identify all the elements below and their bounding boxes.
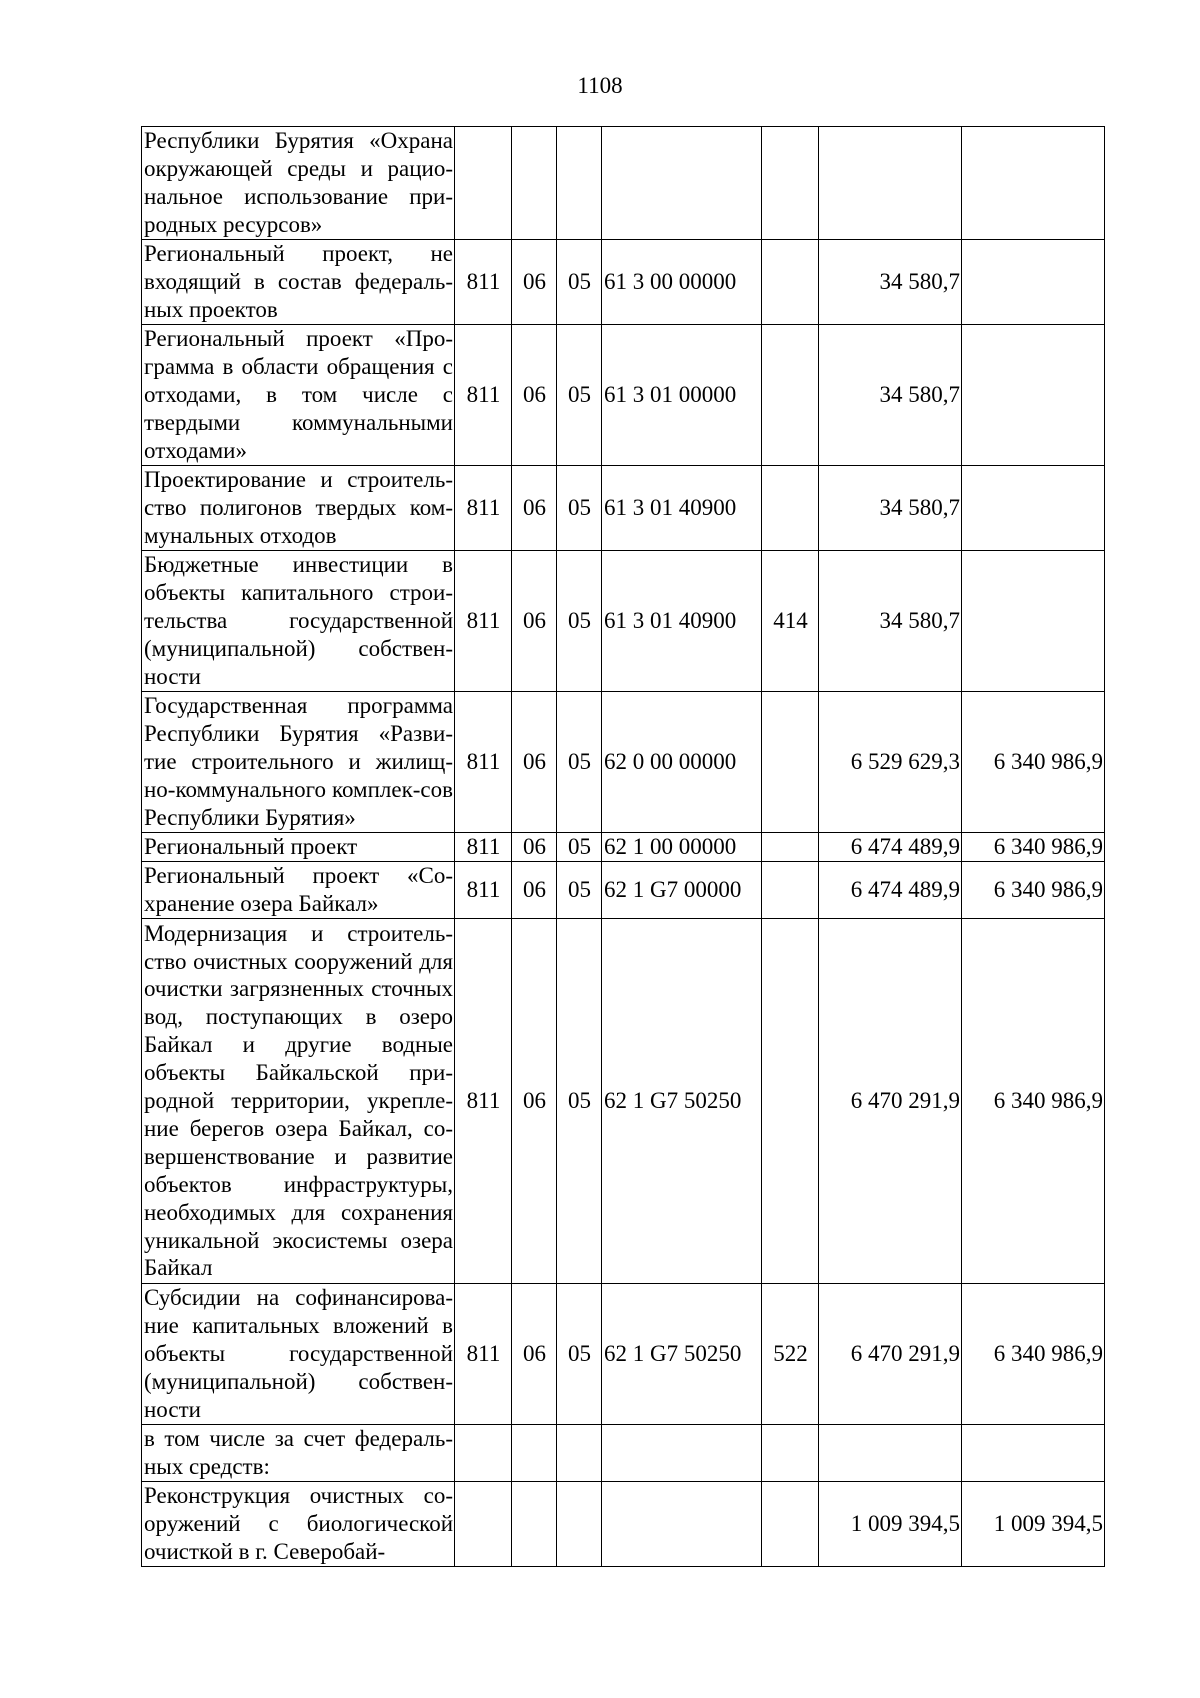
target-article-cell: 61 3 01 00000 [602, 325, 762, 466]
target-article-cell: 62 1 G7 50250 [602, 919, 762, 1284]
grbs-cell: 811 [455, 919, 512, 1284]
section-cell [512, 127, 557, 240]
table-row [142, 127, 1105, 240]
row-description: Модернизация и строитель-ство очистных сооружений для очистки загрязненных сточных вод, поступающих в озеро Байкал и другие водные объекты Байкальской при-родной территории, укрепле-ние берегов озера Байкал, со-вершенствование и развитие объектов инфраструктуры, необходимых для сохранения уникальной экосистемы озера Байкал [142, 919, 455, 1284]
grbs-cell: 811 [455, 325, 512, 466]
row-description: Региональный проект, не входящий в состав федераль-ных проектов [142, 240, 455, 325]
amount-year-2-cell: 6 340 986,9 [962, 919, 1105, 1284]
amount-year-1-cell: 34 580,7 [819, 551, 962, 692]
section-cell: 06 [512, 240, 557, 325]
page-number: 1108 [577, 73, 623, 98]
row-description: Региональный проект «Про-грамма в области обращения с отходами, в том числе с твердыми коммунальными отходами» [142, 325, 455, 466]
subsection-cell: 05 [557, 325, 602, 466]
table-row [142, 862, 1105, 919]
amount-year-2-cell: 6 340 986,9 [962, 692, 1105, 833]
expense-type-cell: 414 [762, 551, 819, 692]
amount-year-2-cell [962, 466, 1105, 551]
amount-year-1-cell: 34 580,7 [819, 240, 962, 325]
subsection-cell: 05 [557, 692, 602, 833]
section-cell: 06 [512, 1284, 557, 1425]
row-description: Региональный проект «Со-хранение озера Байкал» [142, 862, 455, 919]
target-article-cell: 61 3 00 00000 [602, 240, 762, 325]
amount-year-2-cell [962, 127, 1105, 240]
section-cell [512, 1482, 557, 1567]
row-description: в том числе за счет федераль-ных средств: [142, 1425, 455, 1482]
subsection-cell: 05 [557, 240, 602, 325]
subsection-cell: 05 [557, 919, 602, 1284]
amount-year-2-cell: 1 009 394,5 [962, 1482, 1105, 1567]
subsection-cell: 05 [557, 466, 602, 551]
row-description: Республики Бурятия «Охрана окружающей среды и рацио-нальное использование при-родных ресурсов» [142, 127, 455, 240]
grbs-cell: 811 [455, 833, 512, 862]
target-article-cell: 62 1 G7 00000 [602, 862, 762, 919]
subsection-cell [557, 1482, 602, 1567]
row-description: Государственная программа Республики Бурятия «Разви-тие строительного и жилищ-но-коммунального комплек-сов Республики Бурятия» [142, 692, 455, 833]
amount-year-2-cell [962, 325, 1105, 466]
expense-type-cell [762, 466, 819, 551]
grbs-cell [455, 127, 512, 240]
expense-type-cell [762, 240, 819, 325]
grbs-cell: 811 [455, 862, 512, 919]
amount-year-2-cell [962, 240, 1105, 325]
amount-year-2-cell: 6 340 986,9 [962, 833, 1105, 862]
target-article-cell [602, 1482, 762, 1567]
section-cell: 06 [512, 833, 557, 862]
subsection-cell: 05 [557, 862, 602, 919]
grbs-cell: 811 [455, 551, 512, 692]
expense-type-cell [762, 1425, 819, 1482]
amount-year-2-cell [962, 1425, 1105, 1482]
section-cell: 06 [512, 862, 557, 919]
target-article-cell: 62 0 00 00000 [602, 692, 762, 833]
grbs-cell [455, 1482, 512, 1567]
subsection-cell [557, 127, 602, 240]
target-article-cell [602, 1425, 762, 1482]
row-description: Региональный проект [142, 833, 455, 862]
table-row [142, 240, 1105, 325]
expense-type-cell [762, 919, 819, 1284]
target-article-cell: 61 3 01 40900 [602, 551, 762, 692]
amount-year-1-cell: 6 470 291,9 [819, 919, 962, 1284]
budget-table [141, 126, 1105, 1567]
amount-year-1-cell: 6 474 489,9 [819, 862, 962, 919]
grbs-cell: 811 [455, 240, 512, 325]
amount-year-1-cell: 1 009 394,5 [819, 1482, 962, 1567]
subsection-cell: 05 [557, 833, 602, 862]
amount-year-1-cell: 6 474 489,9 [819, 833, 962, 862]
grbs-cell: 811 [455, 1284, 512, 1425]
expense-type-cell [762, 1482, 819, 1567]
row-description: Субсидии на софинансирова-ние капитальных вложений в объекты государственной (муниципальной) собствен-ности [142, 1284, 455, 1425]
section-cell: 06 [512, 919, 557, 1284]
amount-year-1-cell: 6 470 291,9 [819, 1284, 962, 1425]
subsection-cell [557, 1425, 602, 1482]
expense-type-cell: 522 [762, 1284, 819, 1425]
section-cell: 06 [512, 692, 557, 833]
table-row [142, 1482, 1105, 1567]
row-description: Бюджетные инвестиции в объекты капитального строи-тельства государственной (муниципальной) собствен-ности [142, 551, 455, 692]
amount-year-2-cell [962, 551, 1105, 692]
row-description: Проектирование и строитель-ство полигонов твердых ком-мунальных отходов [142, 466, 455, 551]
amount-year-2-cell: 6 340 986,9 [962, 1284, 1105, 1425]
row-description: Реконструкция очистных со-оружений с биологической очисткой в г. Северобай- [142, 1482, 455, 1567]
section-cell [512, 1425, 557, 1482]
target-article-cell: 61 3 01 40900 [602, 466, 762, 551]
amount-year-1-cell [819, 1425, 962, 1482]
table-row [142, 1284, 1105, 1425]
table-row [142, 692, 1105, 833]
amount-year-1-cell: 34 580,7 [819, 325, 962, 466]
grbs-cell: 811 [455, 466, 512, 551]
amount-year-2-cell: 6 340 986,9 [962, 862, 1105, 919]
table-row [142, 466, 1105, 551]
expense-type-cell [762, 127, 819, 240]
amount-year-1-cell: 6 529 629,3 [819, 692, 962, 833]
grbs-cell: 811 [455, 692, 512, 833]
section-cell: 06 [512, 551, 557, 692]
section-cell: 06 [512, 466, 557, 551]
expense-type-cell [762, 862, 819, 919]
grbs-cell [455, 1425, 512, 1482]
target-article-cell: 62 1 00 00000 [602, 833, 762, 862]
subsection-cell: 05 [557, 1284, 602, 1425]
amount-year-1-cell: 34 580,7 [819, 466, 962, 551]
table-row [142, 551, 1105, 692]
table-row [142, 1425, 1105, 1482]
amount-year-1-cell [819, 127, 962, 240]
subsection-cell: 05 [557, 551, 602, 692]
expense-type-cell [762, 833, 819, 862]
section-cell: 06 [512, 325, 557, 466]
table-row [142, 919, 1105, 1284]
target-article-cell [602, 127, 762, 240]
target-article-cell: 62 1 G7 50250 [602, 1284, 762, 1425]
table-row [142, 833, 1105, 862]
expense-type-cell [762, 692, 819, 833]
table-row [142, 325, 1105, 466]
expense-type-cell [762, 325, 819, 466]
